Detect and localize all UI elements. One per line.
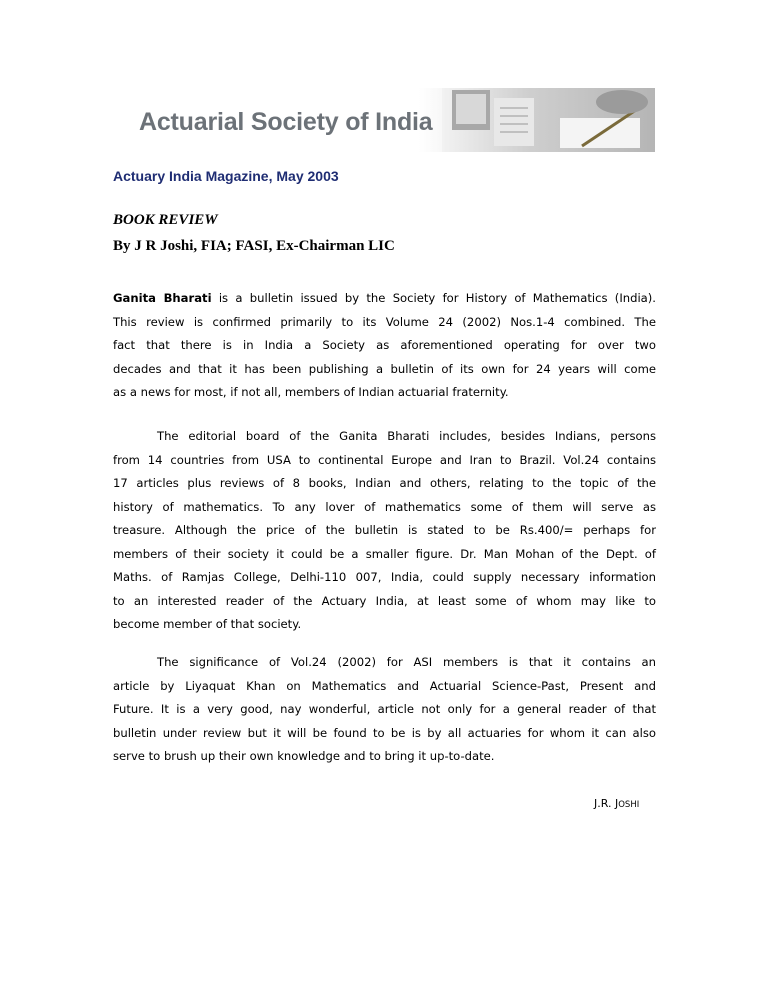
- paragraph-line: become member of that society.: [113, 617, 302, 631]
- paragraph-line: The editorial board of the Ganita Bharati includes, besides Indians, persons: [157, 429, 656, 443]
- paragraph-line: fact that there is in India a Society as aforementioned operating for over two: [113, 338, 656, 352]
- paragraph-line: Ganita Bharati is a bulletin issued by the Society for History of Mathematics (India).: [113, 291, 656, 305]
- paragraph-2: [113, 425, 656, 637]
- office-photo-image: [442, 88, 655, 152]
- paragraph-line: Future. It is a very good, nay wonderful, article not only for a general reader of that: [113, 702, 656, 716]
- author-signature: J.R. JOSHI: [594, 797, 640, 810]
- paragraph-line: 17 articles plus reviews of 8 books, Indian and others, relating to the topic of the: [113, 476, 656, 490]
- paragraph-3: [113, 651, 656, 769]
- society-logo-text: Actuarial Society of India: [139, 108, 433, 136]
- paragraph-line: This review is confirmed primarily to its Volume 24 (2002) Nos.1-4 combined. The: [113, 314, 656, 329]
- paragraph-line: members of their society it could be a smaller figure. Dr. Man Mohan of the Dept. of: [113, 546, 656, 561]
- paragraph-line: from 14 countries from USA to continental Europe and Iran to Brazil. Vol.24 contains: [113, 452, 656, 467]
- paragraph-line: Maths. of Ramjas College, Delhi-110 007, India, could supply necessary information: [113, 570, 656, 584]
- paragraph-line: serve to brush up their own knowledge and to bring it up-to-date.: [113, 749, 495, 763]
- paragraph-line: as a news for most, if not all, members of Indian actuarial fraternity.: [113, 385, 509, 399]
- paragraph-line: decades and that it has been publishing a bulletin of its own for 24 years will come: [113, 361, 656, 376]
- magazine-title: Actuary India Magazine, May 2003: [113, 168, 339, 184]
- header-banner: [130, 88, 655, 152]
- paragraph-line: treasure. Although the price of the bulletin is stated to be Rs.400/= perhaps for: [113, 523, 656, 537]
- paragraph-line: to an interested reader of the Actuary India, at least some of whom may like to: [113, 593, 656, 608]
- paragraph-line: bulletin under review but it will be found to be is by all actuaries for whom it can also: [113, 725, 656, 740]
- paragraph-line: The significance of Vol.24 (2002) for ASI members is that it contains an: [157, 655, 656, 669]
- author-byline: By J R Joshi, FIA; FASI, Ex-Chairman LIC: [113, 238, 395, 254]
- paragraph-line: article by Liyaquat Khan on Mathematics and Actuarial Science-Past, Present and: [113, 678, 656, 693]
- section-heading: BOOK REVIEW: [113, 212, 218, 228]
- publication-name: Ganita Bharati: [113, 291, 212, 305]
- paragraph-line: history of mathematics. To any lover of mathematics some of them will serve as: [113, 499, 656, 514]
- paragraph-1: [113, 287, 656, 405]
